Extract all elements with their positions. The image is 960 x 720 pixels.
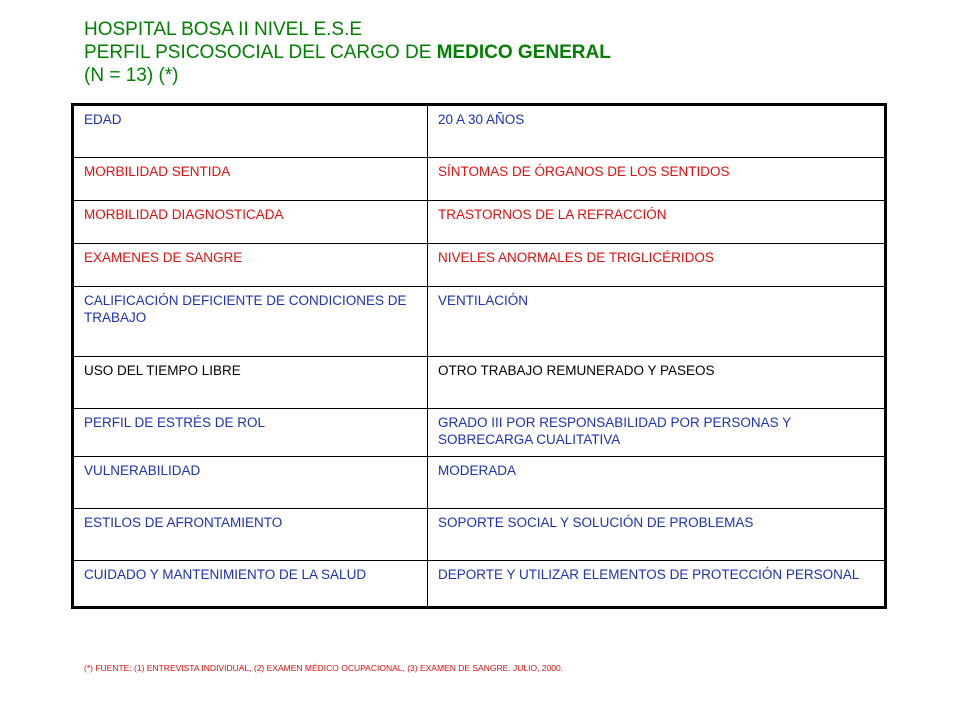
row-label: CALIFICACIÓN DEFICIENTE DE CONDICIONES DE TRABAJO (74, 287, 428, 357)
row-label: CUIDADO Y MANTENIMIENTO DE LA SALUD (74, 561, 428, 607)
row-label: ESTILOS DE AFRONTAMIENTO (74, 509, 428, 561)
profile-title-prefix: PERFIL PSICOSOCIAL DEL CARGO DE (84, 42, 437, 63)
hospital-title: HOSPITAL BOSA II NIVEL E.S.E (84, 19, 363, 40)
row-value: SÍNTOMAS DE ÓRGANOS DE LOS SENTIDOS (428, 158, 885, 201)
table-row (74, 561, 885, 607)
row-value: VENTILACIÓN (428, 287, 885, 357)
sample-size: (N = 13) (*) (84, 65, 179, 86)
profile-title (84, 41, 611, 64)
row-value: MODERADA (428, 457, 885, 509)
table-row (74, 244, 885, 287)
footnote: (*) FUENTE: (1) ENTREVISTA INDIVIDUAL, (2) EXAMEN MÉDICO OCUPACIONAL, (3) EXAMEN DE SANGRE. JULIO, 2000. (84, 663, 564, 673)
table-row (74, 357, 885, 409)
table-row (74, 106, 885, 158)
row-label: EDAD (74, 106, 428, 158)
row-label: MORBILIDAD DIAGNOSTICADA (74, 201, 428, 244)
table-row (74, 409, 885, 457)
table-row (74, 509, 885, 561)
row-value: GRADO III POR RESPONSABILIDAD POR PERSONAS Y SOBRECARGA CUALITATIVA (428, 409, 885, 457)
row-label: PERFIL DE ESTRÉS DE ROL (74, 409, 428, 457)
profile-table-body (74, 106, 885, 607)
table-row (74, 287, 885, 357)
row-label: MORBILIDAD SENTIDA (74, 158, 428, 201)
row-label: EXAMENES DE SANGRE (74, 244, 428, 287)
profile-title-position: MEDICO GENERAL (436, 42, 611, 63)
row-value: 20 A 30 AÑOS (428, 106, 885, 158)
row-value: NIVELES ANORMALES DE TRIGLICÉRIDOS (428, 244, 885, 287)
row-value: SOPORTE SOCIAL Y SOLUCIÓN DE PROBLEMAS (428, 509, 885, 561)
table-row (74, 201, 885, 244)
table-row (74, 457, 885, 509)
row-value: TRASTORNOS DE LA REFRACCIÓN (428, 201, 885, 244)
table-row (74, 158, 885, 201)
row-value: DEPORTE Y UTILIZAR ELEMENTOS DE PROTECCIÓN PERSONAL (428, 561, 885, 607)
row-label: USO DEL TIEMPO LIBRE (74, 357, 428, 409)
page-header (84, 18, 611, 87)
profile-table (71, 103, 887, 609)
row-label: VULNERABILIDAD (74, 457, 428, 509)
row-value: OTRO TRABAJO REMUNERADO Y PASEOS (428, 357, 885, 409)
